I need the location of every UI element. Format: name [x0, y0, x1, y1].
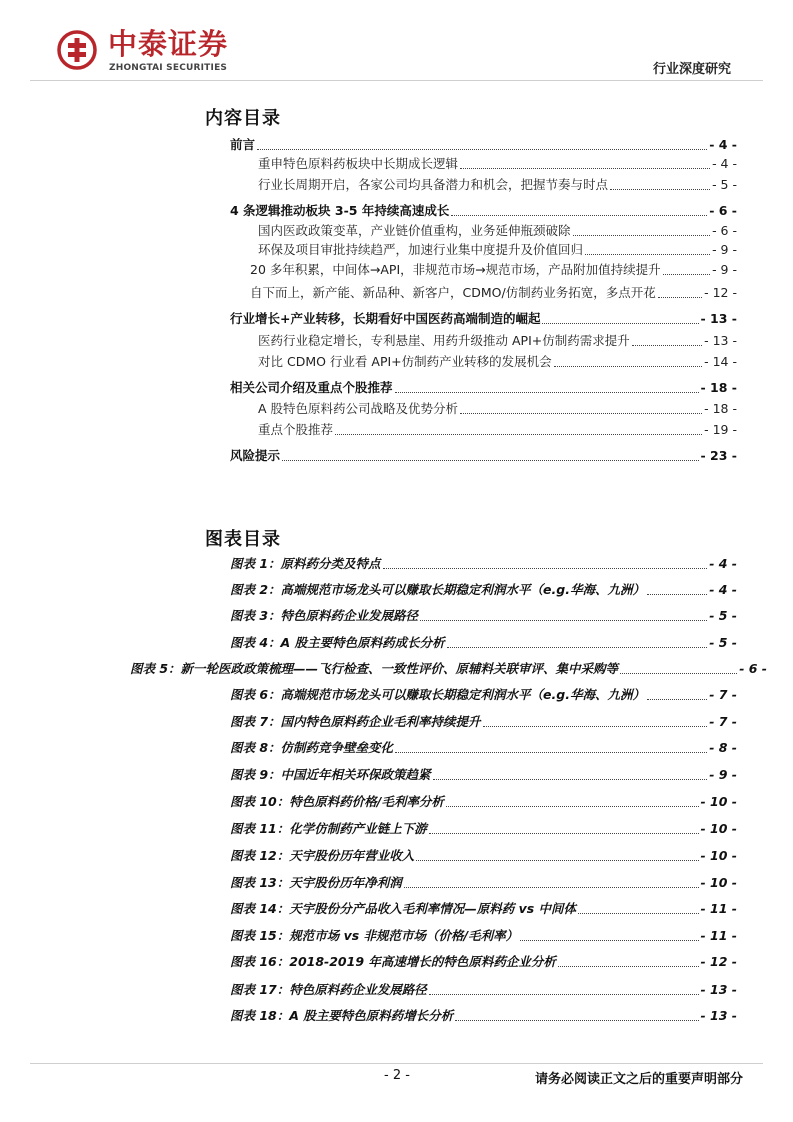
dot-leader [647, 594, 707, 595]
entry-page-number: - 13 - [700, 982, 737, 997]
figure-entry[interactable] [230, 923, 737, 945]
dot-leader [446, 806, 699, 807]
dot-leader [433, 779, 708, 780]
toc-entry[interactable] [250, 257, 737, 279]
figure-entry[interactable] [230, 630, 737, 652]
entry-page-number: - 13 - [700, 1008, 737, 1023]
entry-page-number: - 6 - [739, 661, 767, 676]
toc-entry[interactable] [258, 417, 737, 439]
entry-title: 图表 2：高端规范市场龙头可以赚取长期稳定利润水平（e.g.华海、九洲） [230, 582, 645, 597]
dot-leader [416, 860, 698, 861]
entry-page-number: - 4 - [709, 556, 737, 571]
figure-entry[interactable] [230, 709, 737, 731]
entry-page-number: - 19 - [704, 422, 737, 437]
dot-leader [658, 297, 702, 298]
entry-page-number: - 12 - [704, 285, 737, 300]
entry-title: 国内医政政策变革，产业链价值重构，业务延伸瓶颈破除 [258, 223, 571, 238]
entry-page-number: - 10 - [700, 794, 737, 809]
entry-title: 4 条逻辑推动板块 3-5 年持续高速成长 [230, 203, 450, 218]
entry-page-number: - 10 - [700, 848, 737, 863]
figure-entry[interactable] [230, 789, 737, 811]
entry-title: 图表 11：化学仿制药产业链上下游 [230, 821, 427, 836]
dot-leader [383, 568, 708, 569]
entry-page-number: - 13 - [700, 311, 737, 326]
figure-entry[interactable] [230, 816, 737, 838]
entry-page-number: - 6 - [712, 223, 737, 238]
page-number: - 2 - [384, 1068, 410, 1083]
toc-entry[interactable] [230, 306, 737, 328]
entry-title: 图表 9：中国近年相关环保政策趋紧 [230, 767, 431, 782]
dot-leader [573, 235, 711, 236]
entry-title: 医药行业稳定增长，专利悬崖、用药升级推动 API+仿制药需求提升 [258, 333, 630, 348]
entry-title: 图表 16：2018-2019 年高速增长的特色原料药企业分析 [230, 954, 556, 969]
dot-leader [620, 673, 737, 674]
entry-page-number: - 9 - [712, 262, 737, 277]
entry-page-number: - 5 - [709, 635, 737, 650]
entry-page-number: - 12 - [700, 954, 737, 969]
entry-title: 图表 1：原料药分类及特点 [230, 556, 381, 571]
page-header [0, 0, 793, 90]
figure-entry[interactable] [230, 949, 737, 971]
dot-leader [460, 413, 702, 414]
dot-leader [558, 966, 699, 967]
entry-title: 相关公司介绍及重点个股推荐 [230, 380, 393, 395]
entry-page-number: - 4 - [709, 137, 737, 152]
dot-leader [483, 726, 708, 727]
figure-entry[interactable] [230, 843, 737, 865]
toc-entry[interactable] [258, 328, 737, 350]
figure-entry[interactable] [230, 682, 737, 704]
dot-leader [554, 366, 702, 367]
dot-leader [395, 752, 707, 753]
entry-title: 图表 15：规范市场 vs 非规范市场（价格/毛利率） [230, 928, 519, 943]
dot-leader [451, 215, 707, 216]
header-divider [30, 80, 763, 81]
toc-entry[interactable] [258, 172, 737, 194]
dot-leader [578, 913, 698, 914]
entry-title: 图表 17：特色原料药企业发展路径 [230, 982, 427, 997]
entry-title: 图表 8：仿制药竞争壁垒变化 [230, 740, 394, 755]
dot-leader [404, 887, 699, 888]
entry-title: 行业长周期开启，各家公司均具备潜力和机会，把握节奏与时点 [258, 177, 609, 192]
entry-title: 图表 12：天宇股份历年营业收入 [230, 848, 415, 863]
footer-disclaimer: 请务必阅读正文之后的重要声明部分 [534, 1072, 743, 1087]
entry-title: 20 多年积累，中间体→API，非规范市场→规范市场，产品附加值持续提升 [250, 262, 661, 277]
figure-entry[interactable] [230, 577, 737, 599]
entry-title: 图表 10：特色原料药价格/毛利率分析 [230, 794, 444, 809]
toc-entry[interactable] [230, 443, 737, 465]
entry-page-number: - 4 - [709, 582, 737, 597]
entry-page-number: - 5 - [712, 177, 737, 192]
entry-page-number: - 9 - [712, 242, 737, 257]
toc-entry[interactable] [258, 349, 737, 371]
toc-entry[interactable] [258, 237, 737, 259]
entry-page-number: - 5 - [709, 608, 737, 623]
zhongtai-logo-icon [57, 30, 97, 70]
entry-page-number: - 4 - [712, 156, 737, 171]
entry-title: 重申特色原料药板块中长期成长逻辑 [258, 156, 459, 171]
figure-list-title: 图表目录 [205, 529, 281, 550]
dot-leader [520, 940, 698, 941]
dot-leader [663, 274, 710, 275]
toc-entry[interactable] [250, 280, 737, 302]
dot-leader [585, 254, 710, 255]
entry-page-number: - 14 - [704, 354, 737, 369]
entry-title: 图表 13：天宇股份历年净利润 [230, 875, 402, 890]
entry-page-number: - 7 - [709, 687, 737, 702]
entry-page-number: - 18 - [704, 401, 737, 416]
entry-title: 前言 [230, 137, 256, 152]
figure-entry[interactable] [230, 977, 737, 999]
toc-entry[interactable] [258, 396, 737, 418]
dot-leader [610, 189, 710, 190]
dot-leader [447, 647, 708, 648]
entry-page-number: - 11 - [700, 928, 737, 943]
entry-title: 重点个股推荐 [258, 422, 334, 437]
figure-entry[interactable] [230, 896, 737, 918]
entry-page-number: - 11 - [700, 901, 737, 916]
dot-leader [257, 149, 707, 150]
figure-entry[interactable] [230, 551, 737, 573]
entry-title: 图表 3：特色原料药企业发展路径 [230, 608, 419, 623]
entry-page-number: - 6 - [709, 203, 737, 218]
report-type: 行业深度研究 [652, 62, 731, 77]
entry-page-number: - 18 - [700, 380, 737, 395]
entry-title: 图表 6：高端规范市场龙头可以赚取长期稳定利润水平（e.g.华海、九洲） [230, 687, 645, 702]
entry-title: 对比 CDMO 行业看 API+仿制药产业转移的发展机会 [258, 354, 552, 369]
entry-page-number: - 9 - [709, 767, 737, 782]
dot-leader [429, 994, 699, 995]
entry-title: A 股特色原料药公司战略及优势分析 [258, 401, 459, 416]
entry-title: 自下而上，新产能、新品种、新客户，CDMO/仿制药业务拓宽，多点开花 [250, 285, 656, 300]
brand-name-en: ZHONGTAI SECURITIES [109, 63, 228, 73]
figure-entry[interactable] [230, 1003, 737, 1025]
entry-title: 图表 7：国内特色原料药企业毛利率持续提升 [230, 714, 481, 729]
entry-title: 行业增长+产业转移，长期看好中国医药高端制造的崛起 [230, 311, 541, 326]
figure-entry[interactable] [230, 735, 737, 757]
figure-entry[interactable] [230, 762, 737, 784]
entry-page-number: - 10 - [700, 821, 737, 836]
dot-leader [647, 699, 707, 700]
footer-divider [30, 1063, 763, 1064]
dot-leader [429, 833, 699, 834]
entry-title: 风险提示 [230, 448, 281, 463]
entry-page-number: - 13 - [704, 333, 737, 348]
toc-entry[interactable] [230, 375, 737, 397]
entry-title: 图表 5：新一轮医政政策梳理——飞行检查、一致性评价、原辅料关联审评、集中采购等 [130, 661, 619, 676]
entry-page-number: - 7 - [709, 714, 737, 729]
dot-leader [632, 345, 702, 346]
dot-leader [420, 620, 707, 621]
brand-name-cn: 中泰证券 [108, 27, 229, 61]
dot-leader [395, 392, 699, 393]
dot-leader [335, 434, 702, 435]
toc-entry[interactable] [230, 198, 737, 220]
entry-title: 图表 14：天宇股份分产品收入毛利率情况—原料药 vs 中间体 [230, 901, 577, 916]
figure-entry[interactable] [130, 656, 767, 678]
figure-entry[interactable] [230, 870, 737, 892]
entry-title: 图表 4：A 股主要特色原料药成长分析 [230, 635, 445, 650]
dot-leader [282, 460, 699, 461]
toc-title: 内容目录 [205, 108, 281, 129]
dot-leader [542, 323, 698, 324]
entry-page-number: - 8 - [709, 740, 737, 755]
toc-entry[interactable] [258, 151, 737, 173]
entry-title: 环保及项目审批持续趋严，加速行业集中度提升及价值回归 [258, 242, 584, 257]
dot-leader [460, 168, 710, 169]
dot-leader [455, 1020, 698, 1021]
figure-entry[interactable] [230, 603, 737, 625]
entry-page-number: - 23 - [700, 448, 737, 463]
entry-title: 图表 18：A 股主要特色原料药增长分析 [230, 1008, 454, 1023]
entry-page-number: - 10 - [700, 875, 737, 890]
